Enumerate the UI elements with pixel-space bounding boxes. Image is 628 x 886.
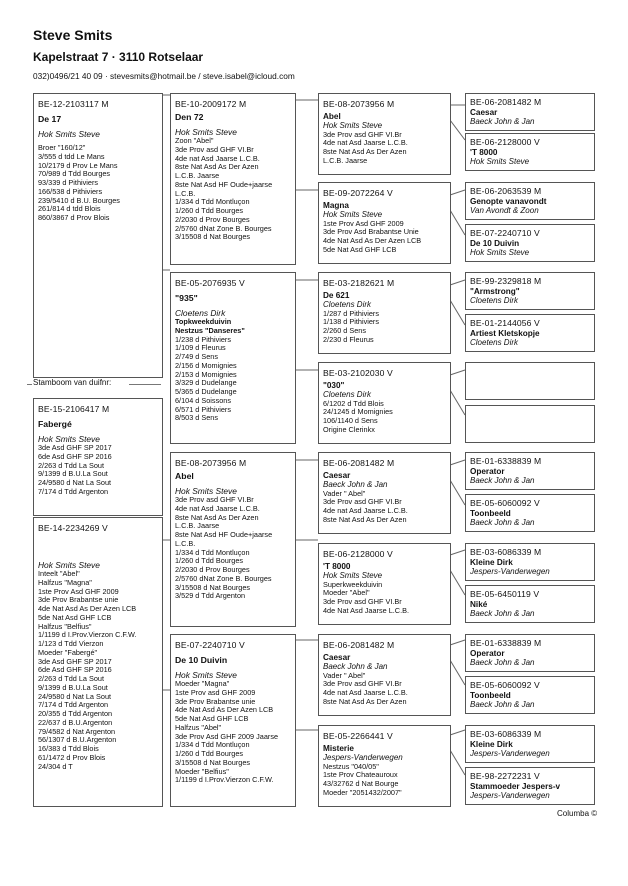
pigeon-name: Genopte vanavondt [470,197,547,206]
pigeon-name: Kleine Dirk [470,558,513,567]
pedigree-card-g2-2 [170,272,296,444]
ring-number: BE-06-2128000 V [323,549,393,559]
owner-name: Baeck John & Jan [323,480,388,490]
pigeon-name: De 621 [323,291,350,300]
pedigree-card-g4-14 [465,676,595,714]
owner-name: Hok Smits Steve [175,670,237,680]
owner-name: Baeck John & Jan [470,476,535,486]
pedigree-card-g4-4 [465,224,595,262]
owner-name: Cloetens Dirk [470,296,519,306]
performance-list: Moeder "Magna" 1ste Prov asd GHF 2009 3de Prov Brabantse unie 4de Nat Asd As Der Azen LCB 5de Nat Asd GHF LCB Halfzus "Abel" 3de Prov Asd GHF 2009 Jaarse 1/334 d Tdd Montluçon 1/260 d Tdd Bourges 3/15508 d Nat Bourges Moeder "Belfius" 1/1199 d I.Prov.Vierzon C.F.W. [175,679,279,785]
ring-number: BE-03-2102030 V [323,368,393,378]
pigeon-name: "Armstrong" [470,287,520,296]
ring-number: BE-06-2081482 M [323,458,395,468]
ring-number: BE-12-2103117 M [38,99,109,109]
pigeon-name: Kleine Dirk [470,740,513,749]
pigeon-name: Fabergé [38,419,72,429]
owner-name: Jespers-Vanderwegen [470,567,550,577]
owner-name: Baeck John & Jan [470,700,535,710]
ring-number: BE-08-2073956 M [323,99,395,109]
owner-name: Baeck John & Jan [470,658,535,668]
pedigree-card-g2-3 [170,452,296,627]
pigeon-name: Abel [175,471,194,481]
ring-number: BE-14-2234269 V [38,523,108,533]
pedigree-card-g3-3 [318,272,451,354]
pedigree-card-g4-13 [465,634,595,672]
pedigree-card-g2-4 [170,634,296,807]
pedigree-card-g4-2 [465,133,595,171]
owner-name: Jespers-Vanderwegen [470,791,550,801]
owner-name: Baeck John & Jan [470,117,535,127]
pedigree-card-g3-5 [318,452,451,534]
owner-name: Hok Smits Steve [323,571,383,581]
ring-number: BE-06-2081482 M [470,97,542,107]
ring-number: BE-05-6060092 V [470,680,540,690]
owner-name: Hok Smits Steve [323,121,383,131]
pedigree-card-g3-1 [318,93,451,175]
ring-number: BE-09-2072264 V [323,188,393,198]
pigeon-name: Artiest Kletskopje [470,329,540,338]
ring-number: BE-01-6338839 M [470,456,542,466]
performance-list: 3de Prov asd GHF VI.Br 4de nat Asd Jaarse L.C.B. 8ste Nat Asd As Der Azen L.C.B. Jaarse 8ste Nat Asd HF Oude+jaarse L.C.B. 1/334 d Tdd Montluçon 1/260 d Tdd Bourges 2/2030 d Prov Bourges 2/5760 dNat Zone B. Bourges 3/15508 d Nat Bourges 3/529 d Tdd Argenton [175,495,273,601]
pigeon-name: Caesar [470,108,498,117]
ring-number: BE-03-6086339 M [470,729,542,739]
ring-number: BE-05-2266441 V [323,731,393,741]
owner-name: Hok Smits Steve [470,248,530,258]
pedigree-card-g4-9 [465,452,595,490]
pigeon-name: "935" [175,293,198,303]
ring-number: BE-01-6338839 M [470,638,542,648]
owner-name: Cloetens Dirk [470,338,519,348]
pedigree-card-g4-15 [465,725,595,763]
pigeon-name: Toonbeeld [470,509,511,518]
ring-number: BE-15-2106417 M [38,404,110,414]
pedigree-card-g3-4 [318,362,451,444]
pigeon-name: Caesar [323,653,351,662]
pedigree-card-g4-6 [465,314,595,352]
pedigree-card-g3-6 [318,543,451,625]
pigeon-name: De 10 Duivin [470,239,520,248]
pedigree-card-g4-7-empty [465,362,595,400]
ring-number: BE-05-6450119 V [470,589,540,599]
ring-number: BE-06-2063539 M [470,186,542,196]
owner-name: Baeck John & Jan [470,518,535,528]
owner-name: Cloetens Dirk [323,390,372,400]
performance-list: Topkweekduivin Nestzus "Danseres" 1/238 d Pithiviers 1/109 d Fleurus 2/749 d Sens 2/156 d Momignies 2/153 d Momignies 3/329 d Dudelange 5/365 d Dudelange 6/104 d Soissons 6/571 d Pithiviers 8/503 d Sens [175,317,245,423]
owner-name: Jespers-Vanderwegen [323,753,403,763]
performance-list: Broer "160/12" 3/555 d tdd Le Mans 10/2179 d Prov Le Mans 70/989 d Tdd Bourges 93/339 d Pithiviers 166/538 d Pithiviers 239/5410 d B.U. Bourges 261/814 d tdd Blois 860/3867 d Prov Blois [38,143,120,222]
pigeon-name: 'T 8000 [470,148,498,157]
ring-number: BE-07-2240710 V [175,640,245,650]
owner-name: Van Avondt & Zoon [470,206,539,216]
ring-number: BE-06-2081482 M [323,640,395,650]
pigeon-name: Niké [470,600,488,609]
ring-number: BE-99-2329818 M [470,276,542,286]
ring-number: BE-05-6060092 V [470,498,540,508]
breeder-name: Steve Smits [33,27,113,43]
pigeon-name: Caesar [323,471,351,480]
ring-number: BE-01-2144056 V [470,318,540,328]
pigeon-name: Operator [470,467,505,476]
pedigree-card-top [33,93,163,378]
pedigree-card-g3-2 [318,182,451,264]
pigeon-name: Abel [323,112,341,121]
owner-name: Hok Smits Steve [175,127,237,137]
performance-list: 1ste Prov Asd GHF 2009 3de Prov Asd Brabantse Unie 4de Nat Asd As Der Azen LCB 5de Nat Asd GHF LCB [323,218,422,254]
owner-name: Cloetens Dirk [323,300,372,310]
owner-name: Cloetens Dirk [175,308,226,318]
owner-name: Hok Smits Steve [323,210,383,220]
pedigree-card-dam [33,517,163,807]
performance-list: Nestzus "040/05" 1ste Prov Chateauroux 43/32762 d Nat Bourge Moeder "2051432/2007" [323,761,402,797]
performance-list: Inteelt "Abel" Halfzus "Magna" 1ste Prov Asd GHF 2009 3de Prov Brabantse unie 4de Nat Asd As Der Azen LCB 5de Nat Asd GHF LCB Halfzus "Belfius" 1/1199 d I.Prov.Vierzon C.F.W. 1/123 d Tdd Vierzon Moeder "Fabergé" 3de Asd GHF SP 2017 6de Asd GHF SP 2016 2/263 d Tdd La Sout 9/1399 d B.U.La Sout 24/9580 d Nat La Sout 7/174 d Tdd Argenton 20/355 d Tdd Argenton 22/637 d B.U.Argenton 79/4582 d Nat Argenton 56/1307 d B.U.Argenton 16/383 d Tdd Blois 61/1472 d Prov Blois 24/304 d T [38,569,137,771]
pedigree-card-g3-7 [318,634,451,716]
ring-number: BE-07-2240710 V [470,228,540,238]
pedigree-card-g4-5 [465,272,595,310]
owner-name: Hok Smits Steve [38,434,100,444]
owner-name: Hok Smits Steve [38,560,100,570]
ring-number: BE-03-2182621 M [323,278,395,288]
pigeon-name: Misterie [323,744,354,753]
performance-list: 3de Prov asd GHF VI.Br 4de nat Asd Jaarse L.C.B. 8ste Nat Asd As Der Azen L.C.B. Jaarse [323,129,408,165]
breeder-contact: 032)0496/21 40 09 · stevesmits@hotmail.be / steve.isabel@icloud.com [33,71,295,81]
pigeon-name: Den 72 [175,112,204,122]
pedigree-card-g4-3 [465,182,595,220]
pedigree-card-g4-1 [465,93,595,131]
performance-list: Vader " Abel" 3de Prov asd GHF VI.Br 4de nat Asd Jaarse L.C.B. 8ste Nat Asd As Der Azen [323,488,408,524]
ring-number: BE-98-2272231 V [470,771,540,781]
stamboom-label: Stamboom van duifnr: [33,378,161,387]
ring-number: BE-06-2128000 V [470,137,540,147]
ring-number: BE-08-2073956 M [175,458,247,468]
ring-number: BE-10-2009172 M [175,99,247,109]
pigeon-name: Operator [470,649,505,658]
owner-name: Hok Smits Steve [470,157,530,167]
pigeon-name: Toonbeeld [470,691,511,700]
pigeon-name: 'T 8000 [323,562,351,571]
pigeon-name: Stammoeder Jespers-v [470,782,561,791]
owner-name: Hok Smits Steve [175,486,237,496]
pedigree-card-g4-8-empty [465,405,595,443]
ring-number: BE-03-6086339 M [470,547,542,557]
owner-name: Baeck John & Jan [470,609,535,619]
ring-number: BE-05-2076935 V [175,278,245,288]
performance-list: Superkweekduivin Moeder "Abel" 3de Prov asd GHF VI.Br 4de Nat Asd Jaarse L.C.B. [323,579,409,615]
pedigree-card-g2-1 [170,93,296,265]
owner-name: Hok Smits Steve [38,129,100,139]
pigeon-name: De 17 [38,114,62,124]
pedigree-card-g4-16 [465,767,595,805]
pigeon-name: "030" [323,381,345,390]
pedigree-card-subject [33,398,163,516]
owner-name: Jespers-Vanderwegen [470,749,550,759]
performance-list: Zoon "Abel" 3de Prov asd GHF VI.Br 4de nat Asd Jaarse L.C.B. 8ste Nat Asd As Der Azen L.C.B. Jaarse 8ste Nat Asd HF Oude+jaarse L.C.B. 1/334 d Tdd Montluçon 1/260 d Tdd Bourges 2/2030 d Prov Bourges 2/5760 dNat Zone B. Bourges 3/15508 d Nat Bourges [175,136,273,242]
pedigree-card-g4-12 [465,585,595,623]
performance-list: 3de Asd GHF SP 2017 6de Asd GHF SP 2016 2/263 d Tdd La Sout 9/1399 d B.U.La Sout 24/9580 d Nat La Sout 7/174 d Tdd Argenton [38,443,112,496]
breeder-address: Kapelstraat 7 · 3110 Rotselaar [33,50,204,64]
pedigree-card-g4-11 [465,543,595,581]
pedigree-card-g4-10 [465,494,595,532]
pedigree-card-g3-8 [318,725,451,807]
owner-name: Baeck John & Jan [323,662,388,672]
pigeon-name: Magna [323,201,349,210]
pigeon-name: De 10 Duivin [175,655,228,665]
performance-list: 6/1202 d Tdd Blois 24/1245 d Momignies 106/1140 d Sens Origine Clerinkx [323,398,393,434]
performance-list: Vader " Abel" 3de Prov asd GHF VI.Br 4de nat Asd Jaarse L.C.B. 8ste Nat Asd As Der Azen [323,670,408,706]
footer-credit: Columba © [557,809,598,818]
performance-list: 1/287 d Pithiviers 1/138 d Pithiviers 2/260 d Sens 2/230 d Fleurus [323,308,379,344]
